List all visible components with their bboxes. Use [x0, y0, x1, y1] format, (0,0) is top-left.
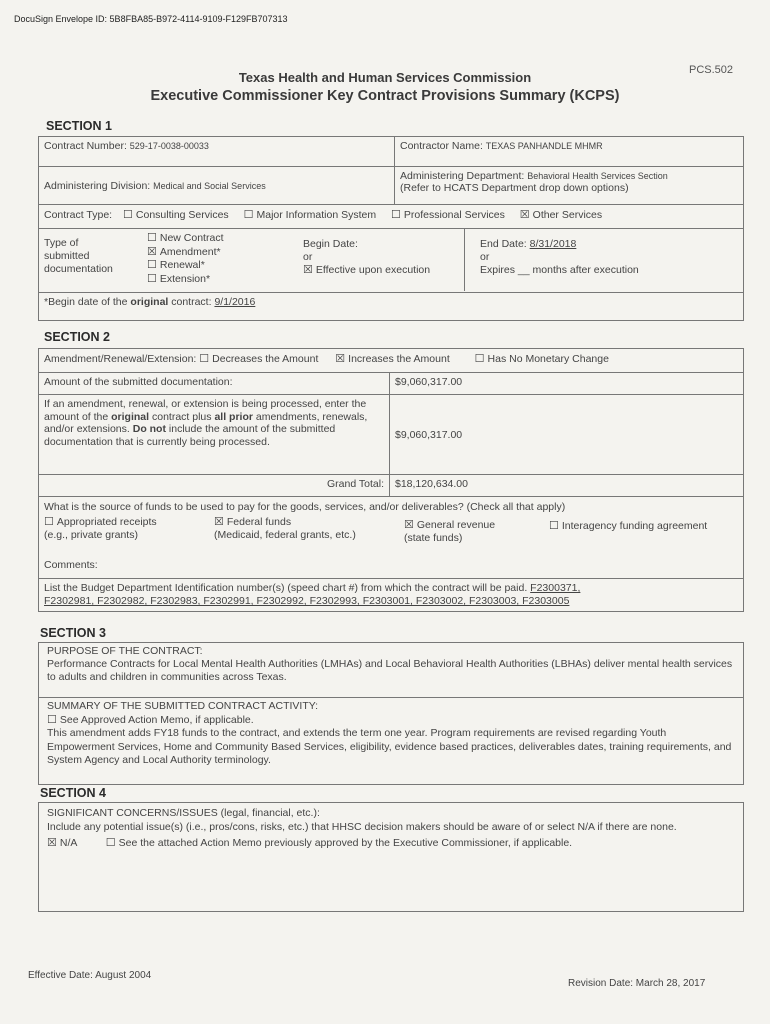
fund-federal[interactable]: ☒ Federal funds (Medicaid, federal grants, etc.) [214, 516, 356, 541]
summary-label: SUMMARY OF THE SUBMITTED CONTRACT ACTIVITY: [47, 700, 319, 712]
doc-type-amendment[interactable]: ☒ Amendment* [147, 245, 221, 258]
checked-box-icon: ☒ [519, 209, 530, 221]
na-option[interactable]: ☒ N/A [47, 837, 77, 849]
original-amount-value: $9,060,317.00 [390, 395, 744, 475]
contractor-name-value: TEXAS PANHANDLE MHMR [485, 141, 603, 151]
comments-label: Comments: [44, 559, 98, 571]
admin-department-cell [395, 167, 744, 205]
checked-box-icon: ☒ [404, 519, 414, 531]
section3-heading: SECTION 3 [40, 626, 106, 640]
funds-question: What is the source of funds to be used to pay for the goods, services, and/or deliverables? (Check all that apply) [44, 501, 566, 513]
begin-date-label: Begin Date: [303, 238, 358, 250]
doc-type-renewal[interactable]: ☐ Renewal* [147, 259, 205, 271]
purpose-text: Performance Contracts for Local Mental Health Authorities (LMHAs) and Local Behavioral Health Authorities (LBHAs) deliver mental health services to adults and children in communities across Texas. [47, 658, 733, 683]
section2-table [38, 348, 744, 612]
admin-department-value: Behavioral Health Services Section [527, 171, 668, 181]
begin-date-block [303, 238, 430, 277]
amend-no-change[interactable]: ☐ Has No Monetary Change [474, 353, 609, 365]
checked-box-icon: ☒ [335, 353, 346, 365]
amount-label: Amount of the submitted documentation: [39, 373, 390, 395]
effective-date: Effective Date: August 2004 [28, 970, 152, 981]
checkbox-icon: ☐ [199, 353, 210, 365]
checkbox-icon: ☐ [391, 209, 401, 221]
end-date-value: 8/31/2018 [529, 238, 577, 250]
concerns-text: Include any potential issue(s) (i.e., pros/cons, risks, etc.) that HHSC decision makers should be aware of or select N/A if there are none. [47, 820, 677, 833]
contract-type-label: Contract Type: [44, 209, 113, 221]
original-amount-desc: If an amendment, renewal, or extension is being processed, enter the amount of the original contract plus all prior amendments, renewals, and/or extensions. Do not include the amount of the submitted documentation that is currently being processed. [39, 395, 390, 475]
section4-heading: SECTION 4 [40, 786, 106, 800]
fund-interagency[interactable]: ☐ Interagency funding agreement [549, 520, 708, 532]
grand-total-label: Grand Total: [39, 475, 390, 497]
form-code: PCS.502 [689, 64, 734, 76]
amount-value: $9,060,317.00 [390, 373, 744, 395]
checked-box-icon: ☒ [303, 264, 313, 276]
checkbox-icon: ☐ [47, 713, 57, 726]
or-text: or [303, 251, 313, 263]
checkbox-icon: ☐ [147, 232, 157, 244]
concerns-label: SIGNIFICANT CONCERNS/ISSUES (legal, financial, etc.): [47, 807, 320, 819]
checkbox-icon: ☐ [147, 272, 157, 285]
budget-text: List the Budget Department Identification number(s) (speed chart #) from which the contract will be paid. [44, 582, 528, 594]
purpose-box [38, 642, 744, 698]
amend-cell [39, 349, 744, 373]
original-begin-suffix: contract: [171, 296, 212, 308]
original-begin-date: 9/1/2016 [214, 296, 256, 308]
checkbox-icon: ☐ [123, 209, 133, 221]
amend-label: Amendment/Renewal/Extension: [44, 353, 197, 365]
checkbox-icon: ☐ [474, 353, 485, 365]
budget-codes-1: F2300371, [530, 582, 581, 594]
checkbox-icon: ☐ [549, 520, 559, 532]
revision-date: Revision Date: March 28, 2017 [568, 978, 706, 989]
doc-type-cell [39, 229, 744, 293]
contract-type-professional[interactable]: ☐ Professional Services [391, 209, 505, 221]
checkbox-icon: ☐ [243, 209, 254, 221]
form-title: Executive Commissioner Key Contract Provisions Summary (KCPS) [150, 88, 620, 104]
admin-department-label: Administering Department: [400, 170, 525, 182]
grand-total-value: $18,120,634.00 [390, 475, 744, 497]
amend-increases[interactable]: ☒ Increases the Amount [335, 353, 450, 365]
contract-number-cell [39, 137, 395, 167]
checked-box-icon: ☒ [47, 837, 57, 849]
or-text: or [480, 251, 490, 263]
section1-table [38, 136, 744, 321]
summary-text: This amendment adds FY18 funds to the contract, and extends the term one year. Program requirements are revised regarding Youth Empowerment Services, Home and Community Based Services, eligibility, evidence based practices, deliverables dates, training requirements, and System Agency and Local Authority terminology. [47, 727, 732, 766]
envelope-id: DocuSign Envelope ID: 5B8FBA85-B972-4114-9109-F129FB707313 [14, 14, 288, 24]
purpose-label: PURPOSE OF THE CONTRACT: [47, 645, 203, 657]
checkbox-icon: ☐ [105, 837, 116, 849]
contract-number-label: Contract Number: [44, 140, 127, 152]
divider [464, 229, 465, 291]
expires-label: Expires __ months after execution [480, 264, 639, 276]
summary-box [38, 697, 744, 785]
admin-division-cell [39, 167, 395, 205]
end-date-block [480, 238, 639, 277]
contract-type-cell [39, 205, 744, 229]
type-of-doc-label: Type of submitted documentation [44, 237, 113, 275]
fund-general-revenue[interactable]: ☒ General revenue (state funds) [404, 519, 496, 544]
section2-heading: SECTION 2 [44, 330, 110, 344]
funds-cell [39, 497, 744, 579]
agency-title: Texas Health and Human Services Commission [238, 70, 532, 85]
checkbox-icon: ☐ [44, 516, 54, 528]
contractor-name-cell [395, 137, 744, 167]
original-word: original [130, 296, 169, 308]
contract-number-value: 529-17-0038-00033 [129, 141, 209, 151]
contract-type-other[interactable]: ☒ Other Services [519, 209, 603, 221]
amend-decreases[interactable]: ☐ Decreases the Amount [199, 353, 319, 365]
admin-division-label: Administering Division: [44, 179, 151, 192]
doc-type-extension[interactable]: ☐ Extension* [147, 272, 211, 285]
budget-codes-2: F2302981, F2302982, F2302983, F2302991, F2302992, F2302993, F2303001, F2303002, F2303003, F2303005 [44, 595, 570, 607]
checked-box-icon: ☒ [214, 516, 224, 528]
checkbox-icon: ☐ [147, 259, 157, 271]
doc-type-new[interactable]: ☐ New Contract [147, 232, 224, 244]
budget-cell [39, 579, 744, 612]
admin-department-note: (Refer to HCATS Department drop down options) [400, 182, 629, 194]
effective-upon-execution[interactable]: ☒ Effective upon execution [303, 264, 431, 276]
concerns-box [38, 802, 744, 912]
contractor-name-label: Contractor Name: [400, 140, 483, 152]
original-begin-cell [39, 293, 744, 321]
end-date-label: End Date: [480, 238, 527, 250]
attached-memo-option[interactable]: ☐ See the attached Action Memo previously approved by the Executive Commissioner, if applicable. [105, 837, 573, 849]
contract-type-mis[interactable]: ☐ Major Information System [243, 209, 377, 221]
doc-type-list [147, 232, 223, 286]
section1-heading: SECTION 1 [46, 119, 112, 133]
see-memo-option[interactable]: ☐ See Approved Action Memo, if applicable. [47, 713, 254, 726]
original-begin-prefix: *Begin date of the [44, 296, 128, 308]
checked-box-icon: ☒ [147, 245, 157, 258]
admin-division-value: Medical and Social Services [153, 180, 266, 191]
contract-type-consulting[interactable]: ☐ Consulting Services [123, 209, 229, 221]
fund-appropriated[interactable]: ☐ Appropriated receipts (e.g., private grants) [44, 516, 157, 541]
